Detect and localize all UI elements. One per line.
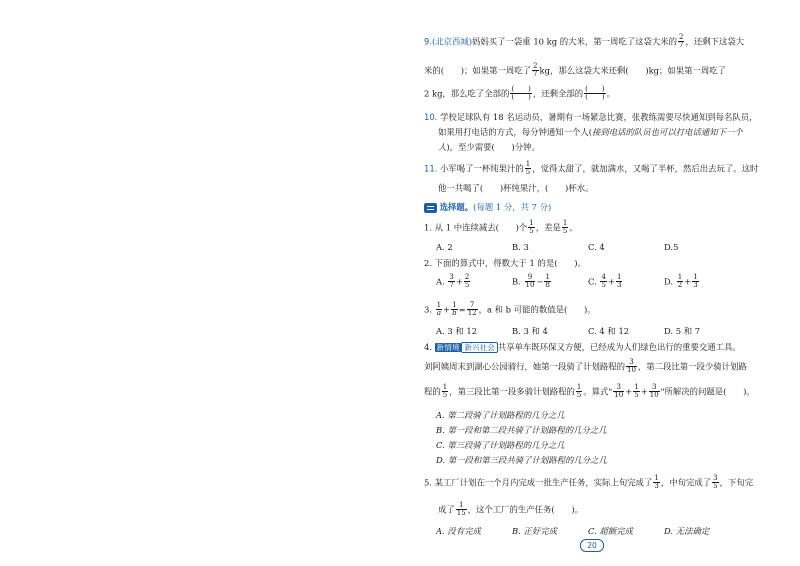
c2-option-c[interactable]: C. $\frac{4}{5}$ + $\frac{1}{3}$ — [588, 273, 622, 290]
c3-option-a[interactable]: A. 3 和 12 — [436, 326, 478, 336]
c4-line-1: 4. 新情境 新兴社会 共享单车既环保又方便，已经成为人们绿色出行的重要交通工具。 — [424, 342, 741, 352]
q11-number: 11. — [424, 163, 438, 174]
c3-question: 3. $\frac{1}{a}$ + $\frac{1}{b}$ = $\frac{7}{12}$ ，a 和 b 可能的数值是( )。 — [424, 301, 596, 318]
section-header — [424, 202, 551, 213]
section-two-icon — [424, 203, 437, 213]
c4-option-c[interactable]: C. 第三段骑了计划路程的几分之几 — [436, 440, 565, 450]
fraction: $\frac{1}{5}$ — [562, 219, 568, 236]
c1-option-c[interactable]: C. 4 — [588, 242, 605, 252]
page-number: 20 — [580, 539, 604, 552]
c1-option-a[interactable]: A. 2 — [436, 242, 453, 252]
fraction-blank[interactable]: $\frac{( )}{( )}$ — [585, 85, 605, 102]
c4-line-2: 刘阿姨周末到湖心公园骑行，她第一段骑了计划路程的 $\frac{3}{10}$ ，第二段比第一段少骑计划路 — [424, 358, 747, 375]
c5-option-a[interactable]: A. 没有完成 — [436, 526, 481, 536]
topic-tag: 新兴社会 — [461, 342, 497, 353]
c3-option-b[interactable]: B. 3 和 4 — [512, 326, 548, 336]
c2-question: 2. 下面的算式中，得数大于 1 的是( )。 — [424, 258, 586, 268]
q9-line-1: 9.(北京西城)妈妈买了一袋重 10 kg 的大米，第一周吃了这袋大米的 $\frac{2}{7}$ ，还剩下这袋大 — [424, 33, 745, 50]
q9-source: (北京西城) — [432, 36, 473, 47]
c1-question: 1. 从 1 中连续减去( )个 $\frac{1}{5}$ ，差是 $\frac{1}{5}$ 。 — [424, 219, 578, 236]
q10-line-1: 10. 学校足球队有 18 名运动员，暑期有一场紧急比赛，张教练需要尽快通知到每名队员， — [424, 112, 758, 122]
q10-line-2: 如果用打电话的方式，每分钟通知一个人(接到电话的队员也可以打电话通知下一个 — [438, 127, 743, 137]
fraction: $\frac{1}{5}$ — [529, 219, 534, 236]
q10-number: 10. — [424, 112, 438, 122]
c1-option-d[interactable]: D.5 — [664, 242, 679, 252]
q11-line-2: 他一共喝了( )杯纯果汁，( )杯水。 — [438, 183, 594, 193]
c3-option-d[interactable]: D. 5 和 7 — [664, 326, 701, 336]
q9-number: 9. — [424, 36, 432, 47]
section-title: 选择题。 — [439, 202, 474, 212]
c2-option-d[interactable]: D. $\frac{1}{2}$ + $\frac{1}{3}$ — [664, 273, 698, 290]
c4-option-a[interactable]: A. 第二段骑了计划路程的几分之几 — [436, 410, 565, 420]
section-note: (每题 1 分，共 7 分) — [473, 202, 552, 212]
q11-line-1: 11. 小军喝了一杯纯果汁的 $\frac{1}{5}$ ，觉得太甜了，就加满水，又喝了半杯，然后出去玩了。这时 — [424, 160, 759, 177]
c5-option-b[interactable]: B. 正好完成 — [512, 526, 557, 536]
q9-line-3: 2 kg，那么吃了全部的 $\frac{( )}{( )}$ ，还剩全部的 $\frac{( )}{( )}$ 。 — [424, 85, 615, 102]
fraction: $\frac{2}{7}$ — [679, 33, 684, 50]
c5-line-1: 5. 某工厂计划在一个月内完成一批生产任务，实际上旬完成了 $\frac{1}{3}$ ，中旬完成了 $\frac{3}{5}$ ，下旬完 — [424, 474, 754, 491]
c2-option-a[interactable]: A. $\frac{3}{7}$ + $\frac{2}{5}$ — [436, 273, 470, 290]
c2-option-b[interactable]: B. $\frac{9}{10}$ − $\frac{1}{8}$ — [512, 273, 550, 290]
q9-line-2: 米的( )；如果第一周吃了 $\frac{2}{7}$ kg，那么这袋大米还剩( )kg；如果第一周吃了 — [424, 62, 727, 79]
c5-option-c[interactable]: C. 超额完成 — [588, 526, 633, 536]
c5-line-2: 成了 $\frac{1}{15}$ ，这个工厂的生产任务( )。 — [438, 501, 584, 518]
new-context-tag: 新情境 — [436, 343, 460, 352]
c4-line-3: 程的 $\frac{1}{5}$ ，第三段比第一段多骑计划路程的 $\frac{1}{5}$ 。算式" $\frac{3}{10}$ + $\frac{1}{5}$ + $\frac{3}{10}$ "所解决的问题是( )。 — [424, 383, 755, 400]
fraction-blank[interactable]: $\frac{( )}{( )}$ — [511, 85, 531, 102]
fraction: $\frac{1}{5}$ — [525, 160, 531, 177]
c1-option-b[interactable]: B. 3 — [512, 242, 529, 252]
fraction: $\frac{2}{7}$ — [533, 62, 538, 79]
c4-option-d[interactable]: D. 第一段和第三段共骑了计划路程的几分之几 — [436, 455, 607, 465]
q10-line-3: 人)，至少需要( )分钟。 — [438, 142, 540, 152]
c4-option-b[interactable]: B. 第一段和第二段共骑了计划路程的几分之几 — [436, 425, 607, 435]
c3-option-c[interactable]: C. 4 和 12 — [588, 326, 630, 336]
c5-option-d[interactable]: D. 无法确定 — [664, 526, 710, 536]
